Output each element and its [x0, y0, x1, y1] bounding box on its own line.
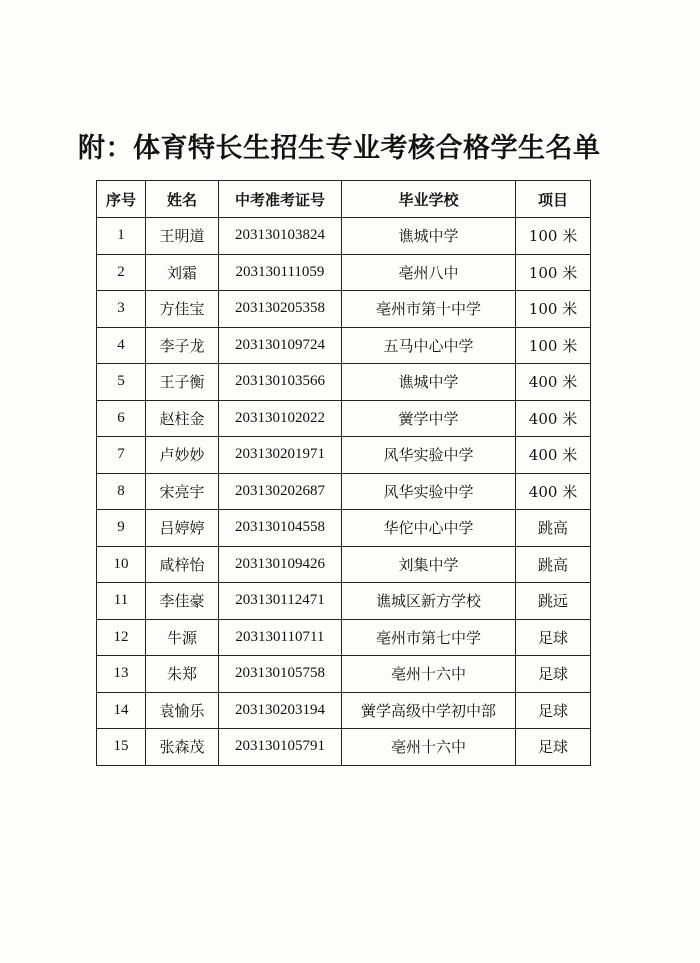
- table-row: [97, 583, 591, 620]
- cell-exam-id: 203130103824: [219, 218, 342, 255]
- cell-school: 亳州市第十中学: [342, 291, 516, 328]
- cell-school: 亳州八中: [342, 254, 516, 291]
- cell-exam-id: 203130201971: [219, 437, 342, 474]
- table-row: [97, 291, 591, 328]
- table-row: [97, 619, 591, 656]
- cell-school: 五马中心中学: [342, 327, 516, 364]
- cell-exam-id: 203130111059: [219, 254, 342, 291]
- cell-event: 100 米: [516, 291, 591, 328]
- table-row: [97, 656, 591, 693]
- table-row: [97, 400, 591, 437]
- cell-school: 刘集中学: [342, 546, 516, 583]
- cell-name: 刘霜: [146, 254, 219, 291]
- cell-school: 华佗中心中学: [342, 510, 516, 547]
- cell-seq: 6: [97, 400, 146, 437]
- cell-exam-id: 203130109426: [219, 546, 342, 583]
- header-event: 项目: [516, 181, 591, 218]
- table-row: [97, 546, 591, 583]
- cell-event: 跳高: [516, 546, 591, 583]
- cell-name: 张森茂: [146, 729, 219, 766]
- cell-name: 李佳豪: [146, 583, 219, 620]
- table-row: [97, 473, 591, 510]
- table-row: [97, 254, 591, 291]
- cell-event: 100 米: [516, 254, 591, 291]
- cell-event: 100 米: [516, 218, 591, 255]
- cell-event: 跳高: [516, 510, 591, 547]
- cell-event: 足球: [516, 656, 591, 693]
- cell-name: 赵柱金: [146, 400, 219, 437]
- cell-seq: 13: [97, 656, 146, 693]
- cell-school: 亳州市第七中学: [342, 619, 516, 656]
- cell-name: 牛源: [146, 619, 219, 656]
- cell-name: 宋亮宇: [146, 473, 219, 510]
- cell-seq: 10: [97, 546, 146, 583]
- cell-exam-id: 203130203194: [219, 692, 342, 729]
- cell-exam-id: 203130102022: [219, 400, 342, 437]
- cell-name: 王子衡: [146, 364, 219, 401]
- cell-event: 400 米: [516, 400, 591, 437]
- table-row: [97, 510, 591, 547]
- cell-name: 吕婷婷: [146, 510, 219, 547]
- cell-name: 李子龙: [146, 327, 219, 364]
- cell-seq: 9: [97, 510, 146, 547]
- table-row: [97, 729, 591, 766]
- cell-exam-id: 203130105758: [219, 656, 342, 693]
- cell-event: 足球: [516, 619, 591, 656]
- cell-event: 400 米: [516, 473, 591, 510]
- cell-seq: 8: [97, 473, 146, 510]
- cell-seq: 4: [97, 327, 146, 364]
- page-title: 附：体育特长生招生专业考核合格学生名单: [78, 133, 601, 164]
- qualified-students-table: [96, 180, 591, 766]
- cell-school: 谯城中学: [342, 364, 516, 401]
- cell-school: 亳州十六中: [342, 729, 516, 766]
- cell-exam-id: 203130110711: [219, 619, 342, 656]
- cell-school: 黉学中学: [342, 400, 516, 437]
- cell-event: 足球: [516, 729, 591, 766]
- cell-school: 谯城区新方学校: [342, 583, 516, 620]
- cell-school: 风华实验中学: [342, 473, 516, 510]
- cell-exam-id: 203130103566: [219, 364, 342, 401]
- cell-name: 王明道: [146, 218, 219, 255]
- cell-event: 100 米: [516, 327, 591, 364]
- cell-event: 足球: [516, 692, 591, 729]
- cell-exam-id: 203130112471: [219, 583, 342, 620]
- cell-exam-id: 203130109724: [219, 327, 342, 364]
- cell-event: 跳远: [516, 583, 591, 620]
- cell-seq: 5: [97, 364, 146, 401]
- cell-school: 黉学高级中学初中部: [342, 692, 516, 729]
- cell-seq: 12: [97, 619, 146, 656]
- cell-exam-id: 203130205358: [219, 291, 342, 328]
- cell-seq: 7: [97, 437, 146, 474]
- cell-exam-id: 203130202687: [219, 473, 342, 510]
- cell-name: 袁愉乐: [146, 692, 219, 729]
- table-row: [97, 692, 591, 729]
- header-school: 毕业学校: [342, 181, 516, 218]
- table-row: [97, 364, 591, 401]
- cell-seq: 3: [97, 291, 146, 328]
- table-row: [97, 218, 591, 255]
- table-row: [97, 437, 591, 474]
- header-exam-id: 中考准考证号: [219, 181, 342, 218]
- cell-name: 咸梓怡: [146, 546, 219, 583]
- cell-seq: 14: [97, 692, 146, 729]
- cell-school: 风华实验中学: [342, 437, 516, 474]
- cell-school: 谯城中学: [342, 218, 516, 255]
- cell-seq: 11: [97, 583, 146, 620]
- cell-name: 方佳宝: [146, 291, 219, 328]
- table-body: [97, 218, 591, 766]
- cell-exam-id: 203130105791: [219, 729, 342, 766]
- cell-seq: 1: [97, 218, 146, 255]
- cell-event: 400 米: [516, 364, 591, 401]
- cell-school: 亳州十六中: [342, 656, 516, 693]
- table-row: [97, 327, 591, 364]
- cell-event: 400 米: [516, 437, 591, 474]
- table-header-row: [97, 181, 591, 218]
- header-name: 姓名: [146, 181, 219, 218]
- cell-name: 朱郑: [146, 656, 219, 693]
- header-seq: 序号: [97, 181, 146, 218]
- cell-name: 卢妙妙: [146, 437, 219, 474]
- cell-exam-id: 203130104558: [219, 510, 342, 547]
- cell-seq: 2: [97, 254, 146, 291]
- cell-seq: 15: [97, 729, 146, 766]
